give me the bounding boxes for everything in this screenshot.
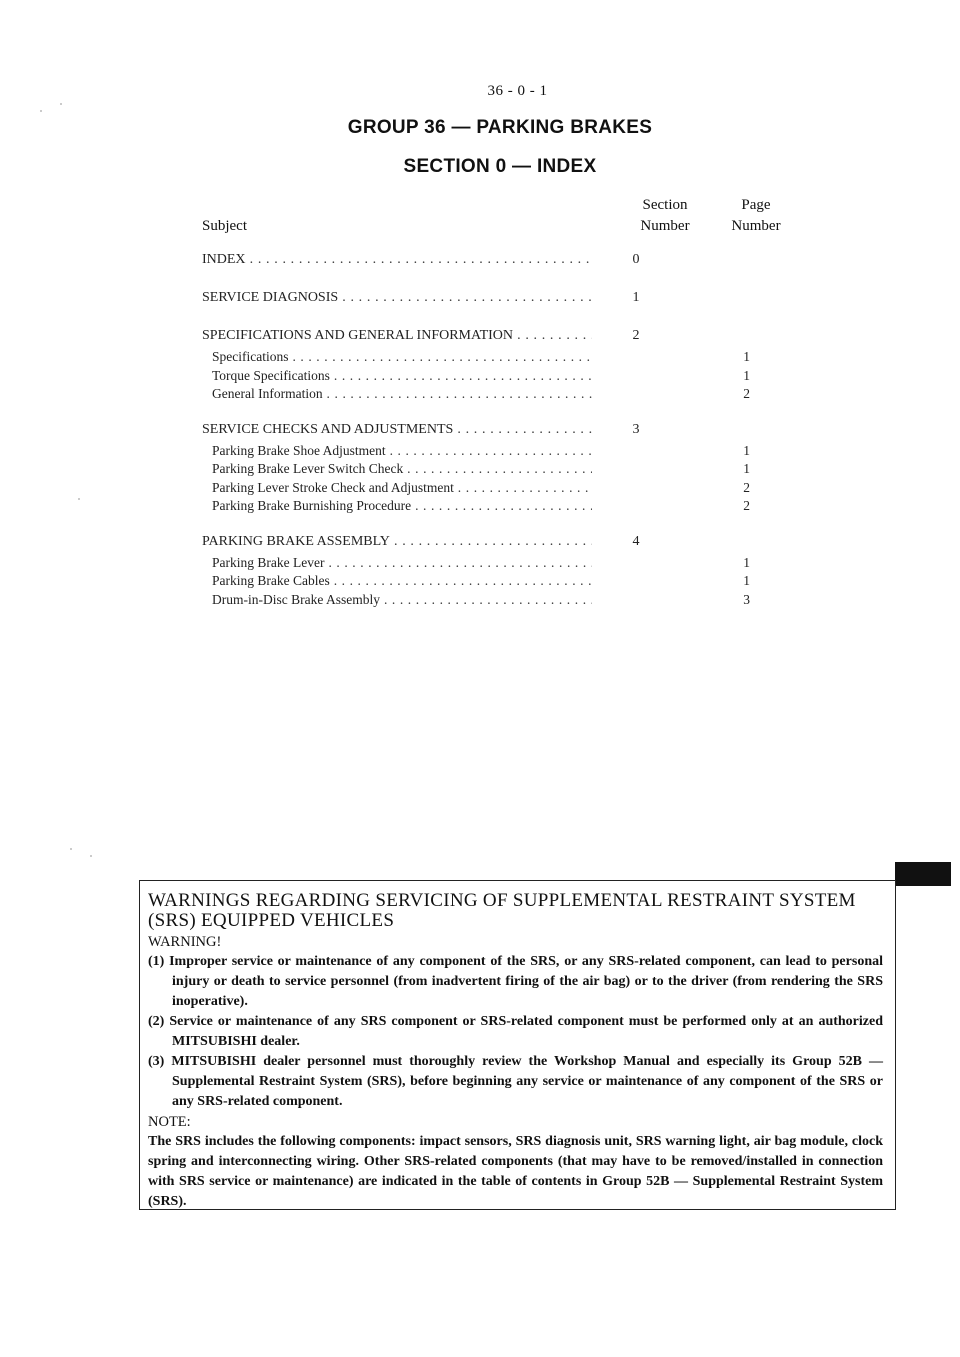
warning-label: WARNING!	[148, 934, 222, 950]
toc-entry-label: SPECIFICATIONS AND GENERAL INFORMATION . . .	[202, 328, 592, 344]
toc-subentry[interactable]	[202, 349, 802, 368]
column-header-section-number: Section Number	[640, 197, 690, 234]
srs-warning-box	[139, 880, 896, 1210]
toc-page-number: 1	[743, 573, 750, 588]
toc-page-number: 3	[743, 591, 750, 607]
toc-subentry-label: Specifications . . .	[202, 349, 592, 365]
toc-group-parking-brake-assembly	[202, 534, 802, 611]
toc-entry-service-diagnosis[interactable]	[202, 290, 802, 311]
toc-group-specifications	[202, 328, 802, 405]
toc-subentry[interactable]	[202, 368, 802, 387]
toc-section-number: 0	[632, 252, 640, 267]
toc-group-service-diagnosis	[202, 290, 802, 311]
toc-entry-service-checks-adjustments[interactable]	[202, 422, 802, 443]
toc-page-number: 2	[743, 386, 750, 401]
toc-subentry[interactable]	[202, 573, 802, 592]
toc-page-number: 1	[743, 349, 750, 364]
toc-subentry-label: Parking Brake Lever . . .	[202, 555, 592, 571]
warning-title: WARNINGS REGARDING SERVICING OF SUPPLEMENTAL RESTRAINT SYSTEM (SRS) EQUIPPED VEHICLES	[148, 890, 856, 931]
toc-subentry[interactable]	[202, 555, 802, 574]
toc-group-service-checks	[202, 422, 802, 517]
toc-subentry[interactable]	[202, 443, 802, 462]
index-table	[202, 252, 802, 627]
scan-speck	[90, 855, 92, 857]
note-label: NOTE:	[148, 1114, 191, 1130]
toc-entry-label: SERVICE DIAGNOSIS . . .	[202, 290, 592, 306]
toc-page-number: 2	[743, 479, 750, 495]
toc-entry-index[interactable]	[202, 252, 802, 273]
toc-subentry[interactable]	[202, 480, 802, 499]
black-edge-tab	[895, 862, 951, 886]
group-title: GROUP 36 — PARKING BRAKES	[347, 117, 653, 138]
toc-subentry-label: Parking Brake Cables . . .	[202, 573, 592, 589]
toc-subentry-label: Parking Brake Shoe Adjustment . . .	[202, 443, 592, 459]
toc-entry-parking-brake-assembly[interactable]	[202, 534, 802, 555]
toc-page-number: 2	[743, 498, 750, 513]
toc-subentry-label: Parking Brake Lever Switch Check . . .	[202, 461, 592, 477]
toc-section-number: 3	[632, 421, 640, 437]
toc-subentry-label: Parking Lever Stroke Check and Adjustment . . .	[202, 480, 592, 496]
toc-entry-label: INDEX . . .	[202, 252, 592, 268]
scan-speck	[60, 103, 62, 105]
column-header-page-number: Page Number	[731, 197, 781, 234]
note-text: The SRS includes the following components: impact sensors, SRS diagnosis unit, SRS warning light, air bag module, clock spring and interconnecting wiring. Other SRS-related components (that may have to be removed/installed in connection with SRS service or maintenance) are indicated in the table of contents in Group 52B — Supplemental Restraint System (SRS).	[148, 1134, 883, 1209]
toc-subentry-label: Parking Brake Burnishing Procedure . . .	[202, 498, 592, 514]
scan-speck	[40, 110, 42, 112]
toc-subentry-label: Torque Specifications . . .	[202, 368, 592, 384]
toc-group-index	[202, 252, 802, 273]
toc-section-number: 1	[632, 290, 640, 305]
toc-entry-label: PARKING BRAKE ASSEMBLY . . .	[202, 534, 592, 550]
warning-item: (3) MITSUBISHI dealer personnel must thoroughly review the Workshop Manual and especially its Group 52B — Supplemental Restraint System (SRS), before beginning any service or maintenance of any component of the SRS or any SRS-related component.	[148, 1054, 883, 1109]
scan-speck	[70, 848, 72, 850]
toc-page-number: 1	[743, 554, 750, 570]
section-title: SECTION 0 — INDEX	[403, 156, 597, 177]
page-number: 36 - 0 - 1	[487, 83, 548, 99]
toc-subentry-label: General Information . . .	[202, 386, 592, 402]
toc-subentry[interactable]	[202, 592, 802, 611]
toc-page-number: 1	[743, 442, 750, 458]
toc-page-number: 1	[743, 461, 750, 476]
toc-section-number: 4	[632, 533, 640, 549]
column-header-subject: Subject	[202, 218, 247, 234]
warning-item: (2) Service or maintenance of any SRS component or SRS-related component must be performed only at an authorized MITSUBISHI dealer.	[148, 1014, 883, 1049]
toc-subentry[interactable]	[202, 498, 802, 517]
scan-speck	[78, 498, 80, 500]
toc-entry-specifications-general-information[interactable]	[202, 328, 802, 349]
warning-item: (1) Improper service or maintenance of any component of the SRS, or any SRS-related component, can lead to personal injury or death to service personnel (from inadvertent firing of the air bag) or to the driver (from rendering the SRS inoperative).	[148, 954, 883, 1009]
toc-subentry[interactable]	[202, 461, 802, 480]
toc-entry-label: SERVICE CHECKS AND ADJUSTMENTS . . .	[202, 422, 592, 438]
toc-subentry-label: Drum-in-Disc Brake Assembly . . .	[202, 592, 592, 608]
toc-page-number: 1	[743, 367, 750, 383]
toc-section-number: 2	[632, 328, 640, 343]
toc-subentry[interactable]	[202, 386, 802, 405]
